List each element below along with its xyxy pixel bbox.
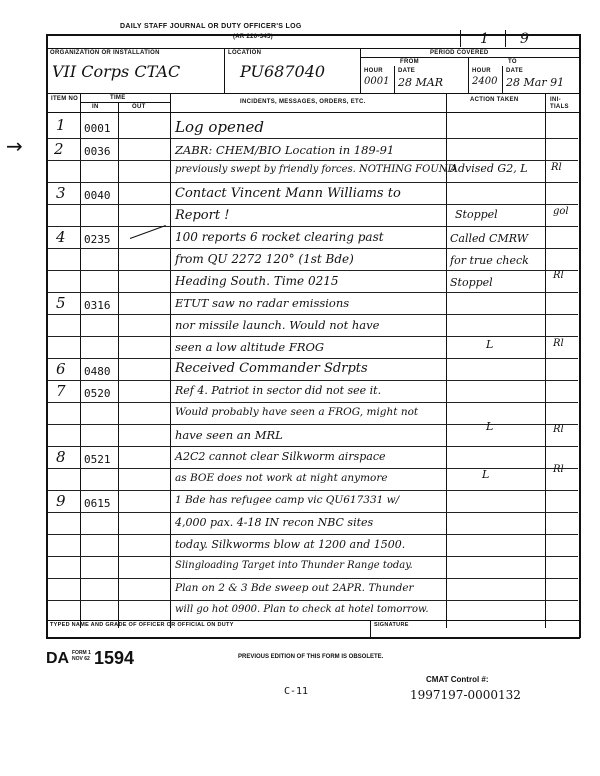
- entry-6-time: 0480: [84, 365, 111, 378]
- entry-2-number: 2: [54, 140, 64, 158]
- to-date: 28 Mar 91: [506, 76, 565, 89]
- ruled-line: [48, 556, 578, 557]
- entry-3-line-1: Contact Vincent Mann Williams to: [175, 186, 401, 201]
- entry-3-time: 0040: [84, 189, 111, 202]
- col-action: ACTION TAKEN: [470, 97, 519, 103]
- ruled-line: [48, 534, 578, 535]
- entry-3-number: 3: [56, 184, 66, 202]
- col-incidents: INCIDENTS, MESSAGES, ORDERS, ETC.: [240, 99, 366, 105]
- location-period-divider: [360, 48, 361, 93]
- ruled-line: [48, 468, 578, 469]
- ruled-line: [48, 402, 578, 403]
- entry-7-initials: Rl: [553, 424, 564, 435]
- entry-7-line-3: have seen an MRL: [175, 428, 283, 442]
- entry-2-time: 0036: [84, 145, 111, 158]
- header-row-top: [46, 48, 580, 49]
- entry-9-line-6: will go hot 0900. Plan to check at hotel tomorrow.: [175, 604, 429, 615]
- to-date-label: DATE: [506, 68, 524, 74]
- ruled-line: [48, 512, 578, 513]
- col-time-in: IN: [92, 104, 99, 110]
- entry-9-line-1: 1 Bde has refugee camp vic QU617331 w/: [175, 494, 400, 506]
- location-label: LOCATION: [228, 50, 262, 56]
- from-label: FROM: [400, 59, 419, 65]
- entry-7-time: 0520: [84, 387, 111, 400]
- entry-7-line-2: Would probably have seen a FROG, might not: [175, 406, 419, 418]
- col-initials: INI-TIALS: [550, 97, 569, 110]
- entry-9-time: 0615: [84, 497, 111, 510]
- to-hour: 2400: [472, 76, 498, 87]
- entry-3-initials: gol: [553, 206, 569, 217]
- entry-8-line-2: as BOE does not work at night anymore: [175, 472, 388, 484]
- org-value: VII Corps CTAC: [52, 62, 181, 81]
- control-number: 1997197-0000132: [410, 688, 521, 702]
- ruled-line: [48, 160, 578, 161]
- org-location-divider: [224, 48, 225, 93]
- entry-4-strike: [130, 225, 166, 239]
- page-count: 9: [520, 31, 529, 47]
- to-hour-label: HOUR: [472, 68, 491, 74]
- entry-8-time: 0521: [84, 453, 111, 466]
- ruled-line: [48, 182, 578, 183]
- page-box-divider-2: [505, 30, 506, 47]
- ruled-line: [48, 226, 578, 227]
- entry-9-line-5: Plan on 2 & 3 Bde sweep out 2APR. Thunder: [175, 582, 414, 594]
- entry-5-line-2: nor missile launch. Would not have: [175, 318, 380, 332]
- entry-1-line-1: Log opened: [175, 118, 265, 136]
- column-header-top: [46, 93, 580, 94]
- typed-name-label: TYPED NAME AND GRADE OF OFFICER OR OFFICIAL ON DUTY: [50, 622, 234, 628]
- from-hour-label: HOUR: [364, 68, 383, 74]
- col-time-out: OUT: [132, 104, 146, 110]
- margin-arrow-icon: →: [6, 134, 23, 158]
- entry-2-line-1: ZABR: CHEM/BIO Location in 189-91: [175, 143, 395, 157]
- col-divider-in: [118, 102, 119, 628]
- from-date-label: DATE: [398, 68, 416, 74]
- page-box-divider: [460, 30, 461, 47]
- form-title: DAILY STAFF JOURNAL OR DUTY OFFICER'S LOG: [120, 23, 302, 30]
- entry-1-number: 1: [56, 116, 66, 134]
- entry-5-line-3: seen a low altitude FROG: [175, 340, 325, 354]
- entry-9-line-2: 4,000 pax. 4-18 IN recon NBC sites: [175, 516, 374, 529]
- ruled-line: [48, 358, 578, 359]
- entry-5-initials: Rl: [553, 338, 564, 349]
- entry-4-line-2: from QU 2272 120° (1st Bde): [175, 252, 354, 266]
- form-right-border: [579, 34, 581, 638]
- ruled-line: [48, 204, 578, 205]
- entry-5-action: L: [486, 338, 494, 351]
- col-divider-out: [170, 93, 171, 628]
- signature-row-top: [46, 620, 580, 621]
- entry-4-action: Called CMRW for true check Stoppel: [450, 232, 529, 289]
- period-label: PERIOD COVERED: [430, 50, 489, 56]
- entry-7-number: 7: [56, 382, 66, 400]
- previous-edition-note: PREVIOUS EDITION OF THIS FORM IS OBSOLETE.: [238, 654, 384, 660]
- from-date: 28 MAR: [398, 76, 443, 89]
- ruled-line: [48, 578, 578, 579]
- time-subheader-line: [80, 102, 170, 103]
- column-header-bottom: [46, 112, 580, 113]
- ruled-line: [48, 314, 578, 315]
- period-divider: [360, 57, 580, 58]
- entry-4-initials: Rl: [553, 270, 564, 281]
- form-da-label: DA: [46, 650, 70, 667]
- entry-7-action: L: [486, 420, 494, 433]
- to-label: TO: [508, 59, 517, 65]
- signature-divider: [370, 620, 371, 638]
- ruled-line: [48, 490, 578, 491]
- page-number: 1: [480, 31, 489, 47]
- ruled-line: [48, 424, 578, 425]
- ruled-line: [48, 446, 578, 447]
- ruled-line: [48, 600, 578, 601]
- entry-8-initials: Rl: [553, 464, 564, 475]
- entry-4-number: 4: [56, 228, 66, 246]
- entry-9-number: 9: [56, 492, 66, 510]
- to-hour-divider: [502, 66, 503, 93]
- entry-6-line-1: Received Commander Sdrpts: [175, 361, 368, 376]
- form-bottom-border: [46, 637, 580, 639]
- col-divider-item: [80, 93, 81, 628]
- org-label: ORGANIZATION OR INSTALLATION: [50, 50, 160, 56]
- from-to-divider: [468, 57, 469, 93]
- entry-5-line-1: ETUT saw no radar emissions: [175, 296, 350, 310]
- entry-9-line-4: Slingloading Target into Thunder Range today.: [175, 560, 413, 571]
- from-hour: 0001: [364, 76, 390, 87]
- col-item-no: ITEM NO: [51, 96, 79, 102]
- entry-8-line-1: A2C2 cannot clear Silkworm airspace: [175, 450, 386, 463]
- entry-8-action: L: [482, 468, 490, 481]
- entry-7-line-1: Ref 4. Patriot in sector did not see it.: [175, 384, 382, 397]
- page-reference: C-11: [284, 686, 309, 697]
- col-time: TIME: [110, 95, 126, 101]
- form-top-border: [46, 34, 580, 36]
- entry-2-line-2: previously swept by friendly forces. NOTHING FOUND: [175, 164, 456, 175]
- ruled-line: [48, 138, 578, 139]
- entry-9-line-3: today. Silkworms blow at 1200 and 1500.: [175, 538, 406, 551]
- form-date-small: FORM 1 NOV 62: [72, 650, 91, 662]
- entry-3-line-2: Report !: [175, 208, 230, 223]
- entry-1-time: 0001: [84, 122, 111, 135]
- location-value: PU687040: [240, 62, 326, 81]
- regulation-ref: (AR 220-345): [233, 34, 273, 40]
- entry-4-line-3: Heading South. Time 0215: [175, 274, 339, 288]
- form-number: 1594: [94, 648, 135, 668]
- ruled-line: [48, 336, 578, 337]
- entry-4-line-1: 100 reports 6 rocket clearing past: [175, 230, 384, 244]
- entry-8-number: 8: [56, 448, 66, 466]
- cmat-control-label: CMAT Control #:: [426, 675, 489, 684]
- entry-4-time: 0235: [84, 233, 111, 246]
- entry-2-action: Advised G2, L: [450, 162, 528, 175]
- entry-3-action: Stoppel: [455, 208, 498, 221]
- entry-2-initials: Rl: [551, 162, 562, 173]
- entry-5-number: 5: [56, 294, 66, 312]
- entry-6-number: 6: [56, 360, 66, 378]
- from-hour-divider: [394, 66, 395, 93]
- entry-5-time: 0316: [84, 299, 111, 312]
- signature-label: SIGNATURE: [374, 622, 409, 628]
- col-divider-initials: [545, 93, 546, 628]
- ruled-line: [48, 380, 578, 381]
